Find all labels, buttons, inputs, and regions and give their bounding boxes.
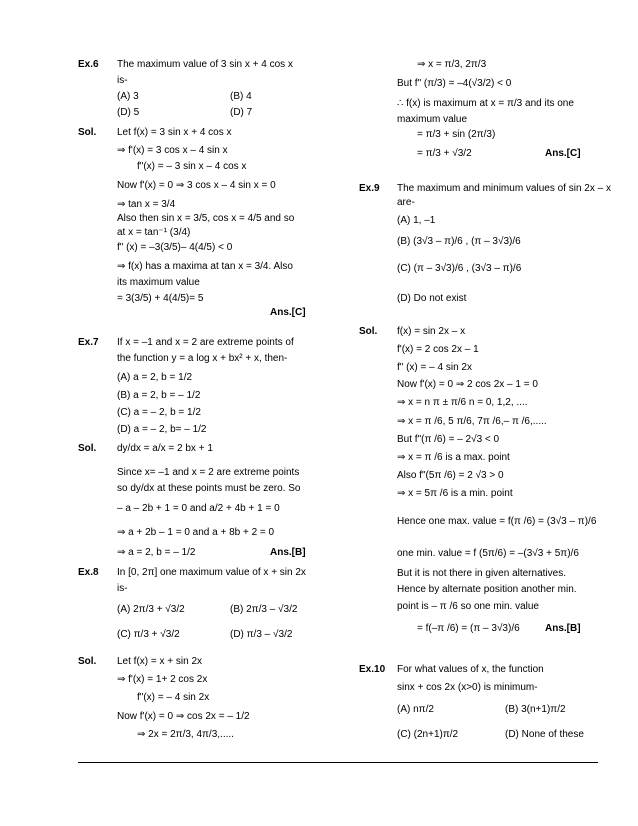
- text-line: ⇒ tan x = 3/4: [117, 199, 176, 210]
- item-tag: Ex.10: [359, 664, 386, 675]
- option-right: (D) π/3 – √3/2: [230, 629, 293, 640]
- text-line: f" (x) = –3(3/5)– 4(4/5) < 0: [117, 242, 233, 253]
- option-left: (A) 3: [117, 91, 139, 102]
- option-right: (D) None of these: [505, 729, 584, 740]
- option-left: (C) (2n+1)π/2: [397, 729, 459, 740]
- text-line: ⇒ x = π/3, 2π/3: [417, 59, 487, 70]
- text-line: Also then sin x = 3/5, cos x = 4/5 and so: [117, 213, 295, 224]
- text-line: = π/3 + √3/2: [417, 148, 472, 159]
- text-line: Also f"(5π /6) = 2 √3 > 0: [397, 470, 504, 481]
- text-line: ⇒ x = 5π /6 is a min. point: [397, 488, 513, 499]
- item-tag: Ex.8: [78, 567, 99, 578]
- text-line: its maximum value: [117, 277, 200, 288]
- text-line: maximum value: [397, 114, 468, 125]
- text-line: But f" (π/3) = –4(√3/2) < 0: [397, 78, 512, 89]
- option-left: (A) 2π/3 + √3/2: [117, 604, 185, 615]
- text-line: ⇒ x = π /6, 5 π/6, 7π /6,– π /6,.....: [397, 416, 547, 427]
- item-tag: Ex.6: [78, 59, 99, 70]
- text-line: ⇒ a = 2, b = – 1/2: [117, 547, 196, 558]
- text-line: f'(x) = 2 cos 2x – 1: [397, 344, 479, 355]
- text-line: Hence one max. value = f(π /6) = (3√3 – π)/6: [397, 516, 597, 527]
- text-line: ⇒ f'(x) = 1+ 2 cos 2x: [117, 674, 208, 685]
- text-line: (D) a = – 2, b= – 1/2: [117, 424, 207, 435]
- text-line: dy/dx = a/x = 2 bx + 1: [117, 443, 213, 454]
- text-line: (C) a = – 2, b = 1/2: [117, 407, 201, 418]
- text-line: sinx + cos 2x (x>0) is minimum-: [397, 682, 538, 693]
- text-line: point is – π /6 so one min. value: [397, 601, 539, 612]
- text-line: = f(–π /6) = (π – 3√3)/6: [417, 623, 520, 634]
- text-line: (B) a = 2, b = – 1/2: [117, 390, 201, 401]
- text-line: (C) (π – 3√3)/6 , (3√3 – π)/6: [397, 263, 522, 274]
- option-left: (C) π/3 + √3/2: [117, 629, 180, 640]
- item-tag: Ex.9: [359, 183, 380, 194]
- text-line: But it is not there in given alternatives.: [397, 568, 566, 579]
- text-line: ⇒ x = n π ± π/6 n = 0, 1,2, ....: [397, 397, 528, 408]
- option-left: (A) nπ/2: [397, 704, 434, 715]
- text-line: But f"(π /6) = – 2√3 < 0: [397, 434, 500, 445]
- text-line: one min. value = f (5π/6) = –(3√3 + 5π)/6: [397, 548, 579, 559]
- text-line: so dy/dx at these points must be zero. So: [117, 483, 301, 494]
- text-line: Now f'(x) = 0 ⇒ cos 2x = – 1/2: [117, 711, 250, 722]
- text-line: – a – 2b + 1 = 0 and a/2 + 4b + 1 = 0: [117, 503, 280, 514]
- text-line: Now f'(x) = 0 ⇒ 2 cos 2x – 1 = 0: [397, 379, 538, 390]
- text-line: f" (x) = – 4 sin 2x: [397, 362, 472, 373]
- text-line: Now f'(x) = 0 ⇒ 3 cos x – 4 sin x = 0: [117, 180, 276, 191]
- text-line: For what values of x, the function: [397, 664, 544, 675]
- text-line: Since x= –1 and x = 2 are extreme points: [117, 467, 300, 478]
- text-line: ⇒ a + 2b – 1 = 0 and a + 8b + 2 = 0: [117, 527, 275, 538]
- answer-label: Ans.[B]: [270, 547, 306, 558]
- answer-label: Ans.[C]: [270, 307, 306, 318]
- item-tag: Ex.7: [78, 337, 99, 348]
- answer-label: Ans.[B]: [545, 623, 581, 634]
- item-tag: Sol.: [359, 326, 378, 337]
- text-line: (A) 1, –1: [397, 215, 436, 226]
- text-line: ⇒ 2x = 2π/3, 4π/3,.....: [137, 729, 234, 740]
- text-line: (A) a = 2, b = 1/2: [117, 372, 193, 383]
- text-line: = 3(3/5) + 4(4/5)= 5: [117, 293, 204, 304]
- text-line: The maximum value of 3 sin x + 4 cos x: [117, 59, 293, 70]
- text-line: ⇒ f'(x) = 3 cos x – 4 sin x: [117, 145, 228, 156]
- text-line: The maximum and minimum values of sin 2x – x: [397, 183, 611, 194]
- text-line: ∴ f(x) is maximum at x = π/3 and its one: [397, 98, 574, 109]
- item-tag: Sol.: [78, 656, 97, 667]
- text-line: In [0, 2π] one maximum value of x + sin 2x: [117, 567, 306, 578]
- option-right: (B) 4: [230, 91, 252, 102]
- text-line: f"(x) = – 3 sin x – 4 cos x: [137, 161, 247, 172]
- text-line: the function y = a log x + bx² + x, then-: [117, 353, 288, 364]
- text-line: (D) Do not exist: [397, 293, 467, 304]
- option-left: (D) 5: [117, 107, 140, 118]
- text-line: Let f(x) = x + sin 2x: [117, 656, 203, 667]
- text-line: is-: [117, 75, 128, 86]
- text-line: are-: [397, 197, 415, 208]
- option-right: (B) 2π/3 – √3/2: [230, 604, 298, 615]
- text-line: f"(x) = – 4 sin 2x: [137, 692, 210, 703]
- option-right: (B) 3(n+1)π/2: [505, 704, 566, 715]
- text-line: Hence by alternate position another min.: [397, 584, 577, 595]
- text-line: If x = –1 and x = 2 are extreme points of: [117, 337, 294, 348]
- text-line: = π/3 + sin (2π/3): [417, 129, 496, 140]
- item-tag: Sol.: [78, 127, 97, 138]
- item-tag: Sol.: [78, 443, 97, 454]
- text-line: f(x) = sin 2x – x: [397, 326, 466, 337]
- answer-label: Ans.[C]: [545, 148, 581, 159]
- text-line: (B) (3√3 – π)/6 , (π – 3√3)/6: [397, 236, 521, 247]
- text-line: ⇒ x = π /6 is a max. point: [397, 452, 510, 463]
- text-line: is-: [117, 583, 128, 594]
- footer-rule: [78, 762, 598, 763]
- text-line: Let f(x) = 3 sin x + 4 cos x: [117, 127, 232, 138]
- text-line: ⇒ f(x) has a maxima at tan x = 3/4. Also: [117, 261, 293, 272]
- option-right: (D) 7: [230, 107, 253, 118]
- text-line: at x = tan⁻¹ (3/4): [117, 227, 191, 238]
